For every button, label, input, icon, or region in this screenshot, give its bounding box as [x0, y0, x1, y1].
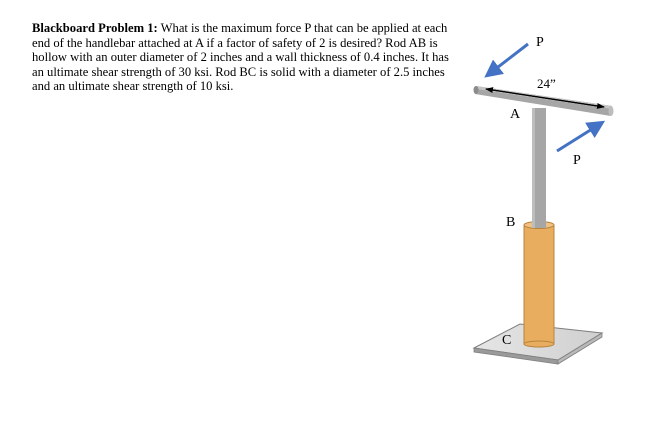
problem-body: What is the maximum force P that can be applied at each end of the handlebar attached at A if a factor of safety of 2 is desired? Rod AB is hollow with an outer diameter of 2 inches and a wall thickness of 0.4 inches. It has an ultimate shear strength of 30 ksi. Rod BC is solid with a diameter of 2.5 inches and an ultimate shear strength of 10 ksi.: [32, 21, 449, 94]
label-point-a: A: [510, 107, 521, 122]
label-point-c: C: [502, 333, 512, 348]
label-dimension: 24”: [537, 76, 556, 91]
force-arrow-bottom: [557, 124, 600, 151]
rod-ab: [532, 108, 546, 228]
label-point-b: B: [506, 215, 516, 230]
label-force-top: P: [536, 35, 544, 50]
problem-title: Blackboard Problem 1:: [32, 21, 158, 35]
force-arrow-top: [489, 44, 528, 74]
label-force-bottom: P: [573, 153, 581, 168]
rod-bc: [524, 222, 554, 348]
